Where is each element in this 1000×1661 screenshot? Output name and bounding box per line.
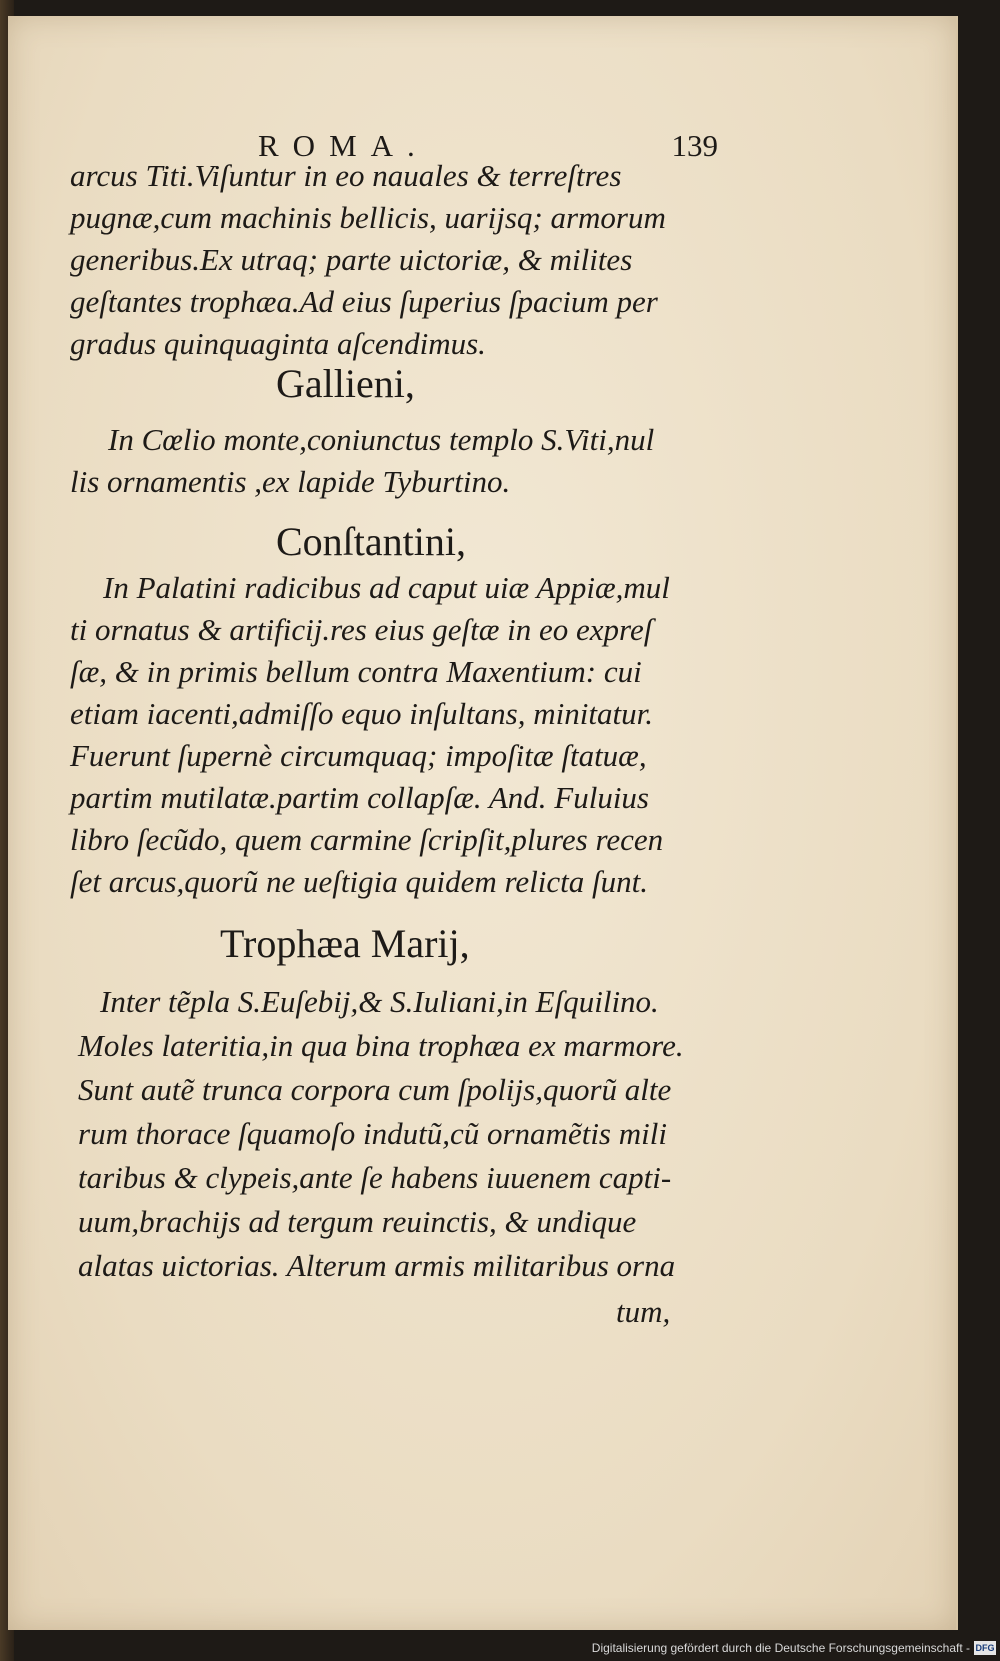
text-line: uum,brachijs ad tergum reuinctis, & undique xyxy=(78,1204,637,1239)
text-line: In Palatini radicibus ad caput uiæ Appiæ,mul xyxy=(103,570,670,605)
digitization-footer xyxy=(592,1637,996,1659)
text-line: In Cœlio monte,coniunctus templo S.Viti,nul xyxy=(108,422,655,457)
text-line: Moles lateritia,in qua bina trophæa ex marmore. xyxy=(78,1028,684,1063)
text-line: libro ſecũdo, quem carmine ſcripſit,plures recen xyxy=(70,822,664,857)
running-head-title: ROMA. xyxy=(258,128,429,163)
text-line: Sunt autẽ trunca corpora cum ſpolijs,quorũ alte xyxy=(78,1072,672,1107)
text-line: ſet arcus,quorũ ne ueſtigia quidem relicta ſunt. xyxy=(70,864,649,899)
section-heading: Conſtantini, xyxy=(276,519,466,564)
text-line: Inter tẽpla S.Euſebij,& S.Iuliani,in Eſquilino. xyxy=(100,984,659,1019)
book-page xyxy=(8,16,958,1630)
section-heading: Trophæa Marij, xyxy=(220,921,470,966)
text-line: pugnæ,cum machinis bellicis, uarijsq; armorum xyxy=(70,200,666,235)
footer-credit: Digitalisierung gefördert durch die Deutsche Forschungsgemeinschaft - xyxy=(591,1641,970,1655)
text-line: gradus quinquaginta aſcendimus. xyxy=(70,326,486,361)
page-number: 139 xyxy=(671,128,718,163)
text-line: geſtantes trophæa.Ad eius ſuperius ſpacium per xyxy=(70,284,658,319)
text-line: lis ornamentis ,ex lapide Tyburtino. xyxy=(70,464,511,499)
text-line: generibus.Ex utraq; parte uictoriæ, & milites xyxy=(70,242,633,277)
text-line: arcus Titi.Viſuntur in eo nauales & terreſtres xyxy=(70,158,622,193)
text-line: etiam iacenti,admiſſo equo inſultans, minitatur. xyxy=(70,696,653,731)
text-line: alatas uictorias. Alterum armis militaribus orna xyxy=(78,1248,676,1283)
text-line: rum thorace ſquamoſo indutũ,cũ ornamẽtis mili xyxy=(78,1116,667,1151)
dfg-logo-icon: DFG xyxy=(975,1643,995,1653)
text-line: taribus & clypeis,ante ſe habens iuuenem capti- xyxy=(78,1160,672,1195)
text-line: partim mutilatæ.partim collapſæ. And. Fuluius xyxy=(70,780,649,815)
section-heading: Gallieni, xyxy=(276,361,415,406)
text-line: ti ornatus & artificij.res eius geſtæ in eo expreſ xyxy=(70,612,653,647)
text-line: Fuerunt ſupernè circumquaq; impoſitæ ſtatuæ, xyxy=(70,738,647,773)
text-line: ſæ, & in primis bellum contra Maxentium: cui xyxy=(70,654,642,689)
catchword: tum, xyxy=(616,1294,671,1329)
